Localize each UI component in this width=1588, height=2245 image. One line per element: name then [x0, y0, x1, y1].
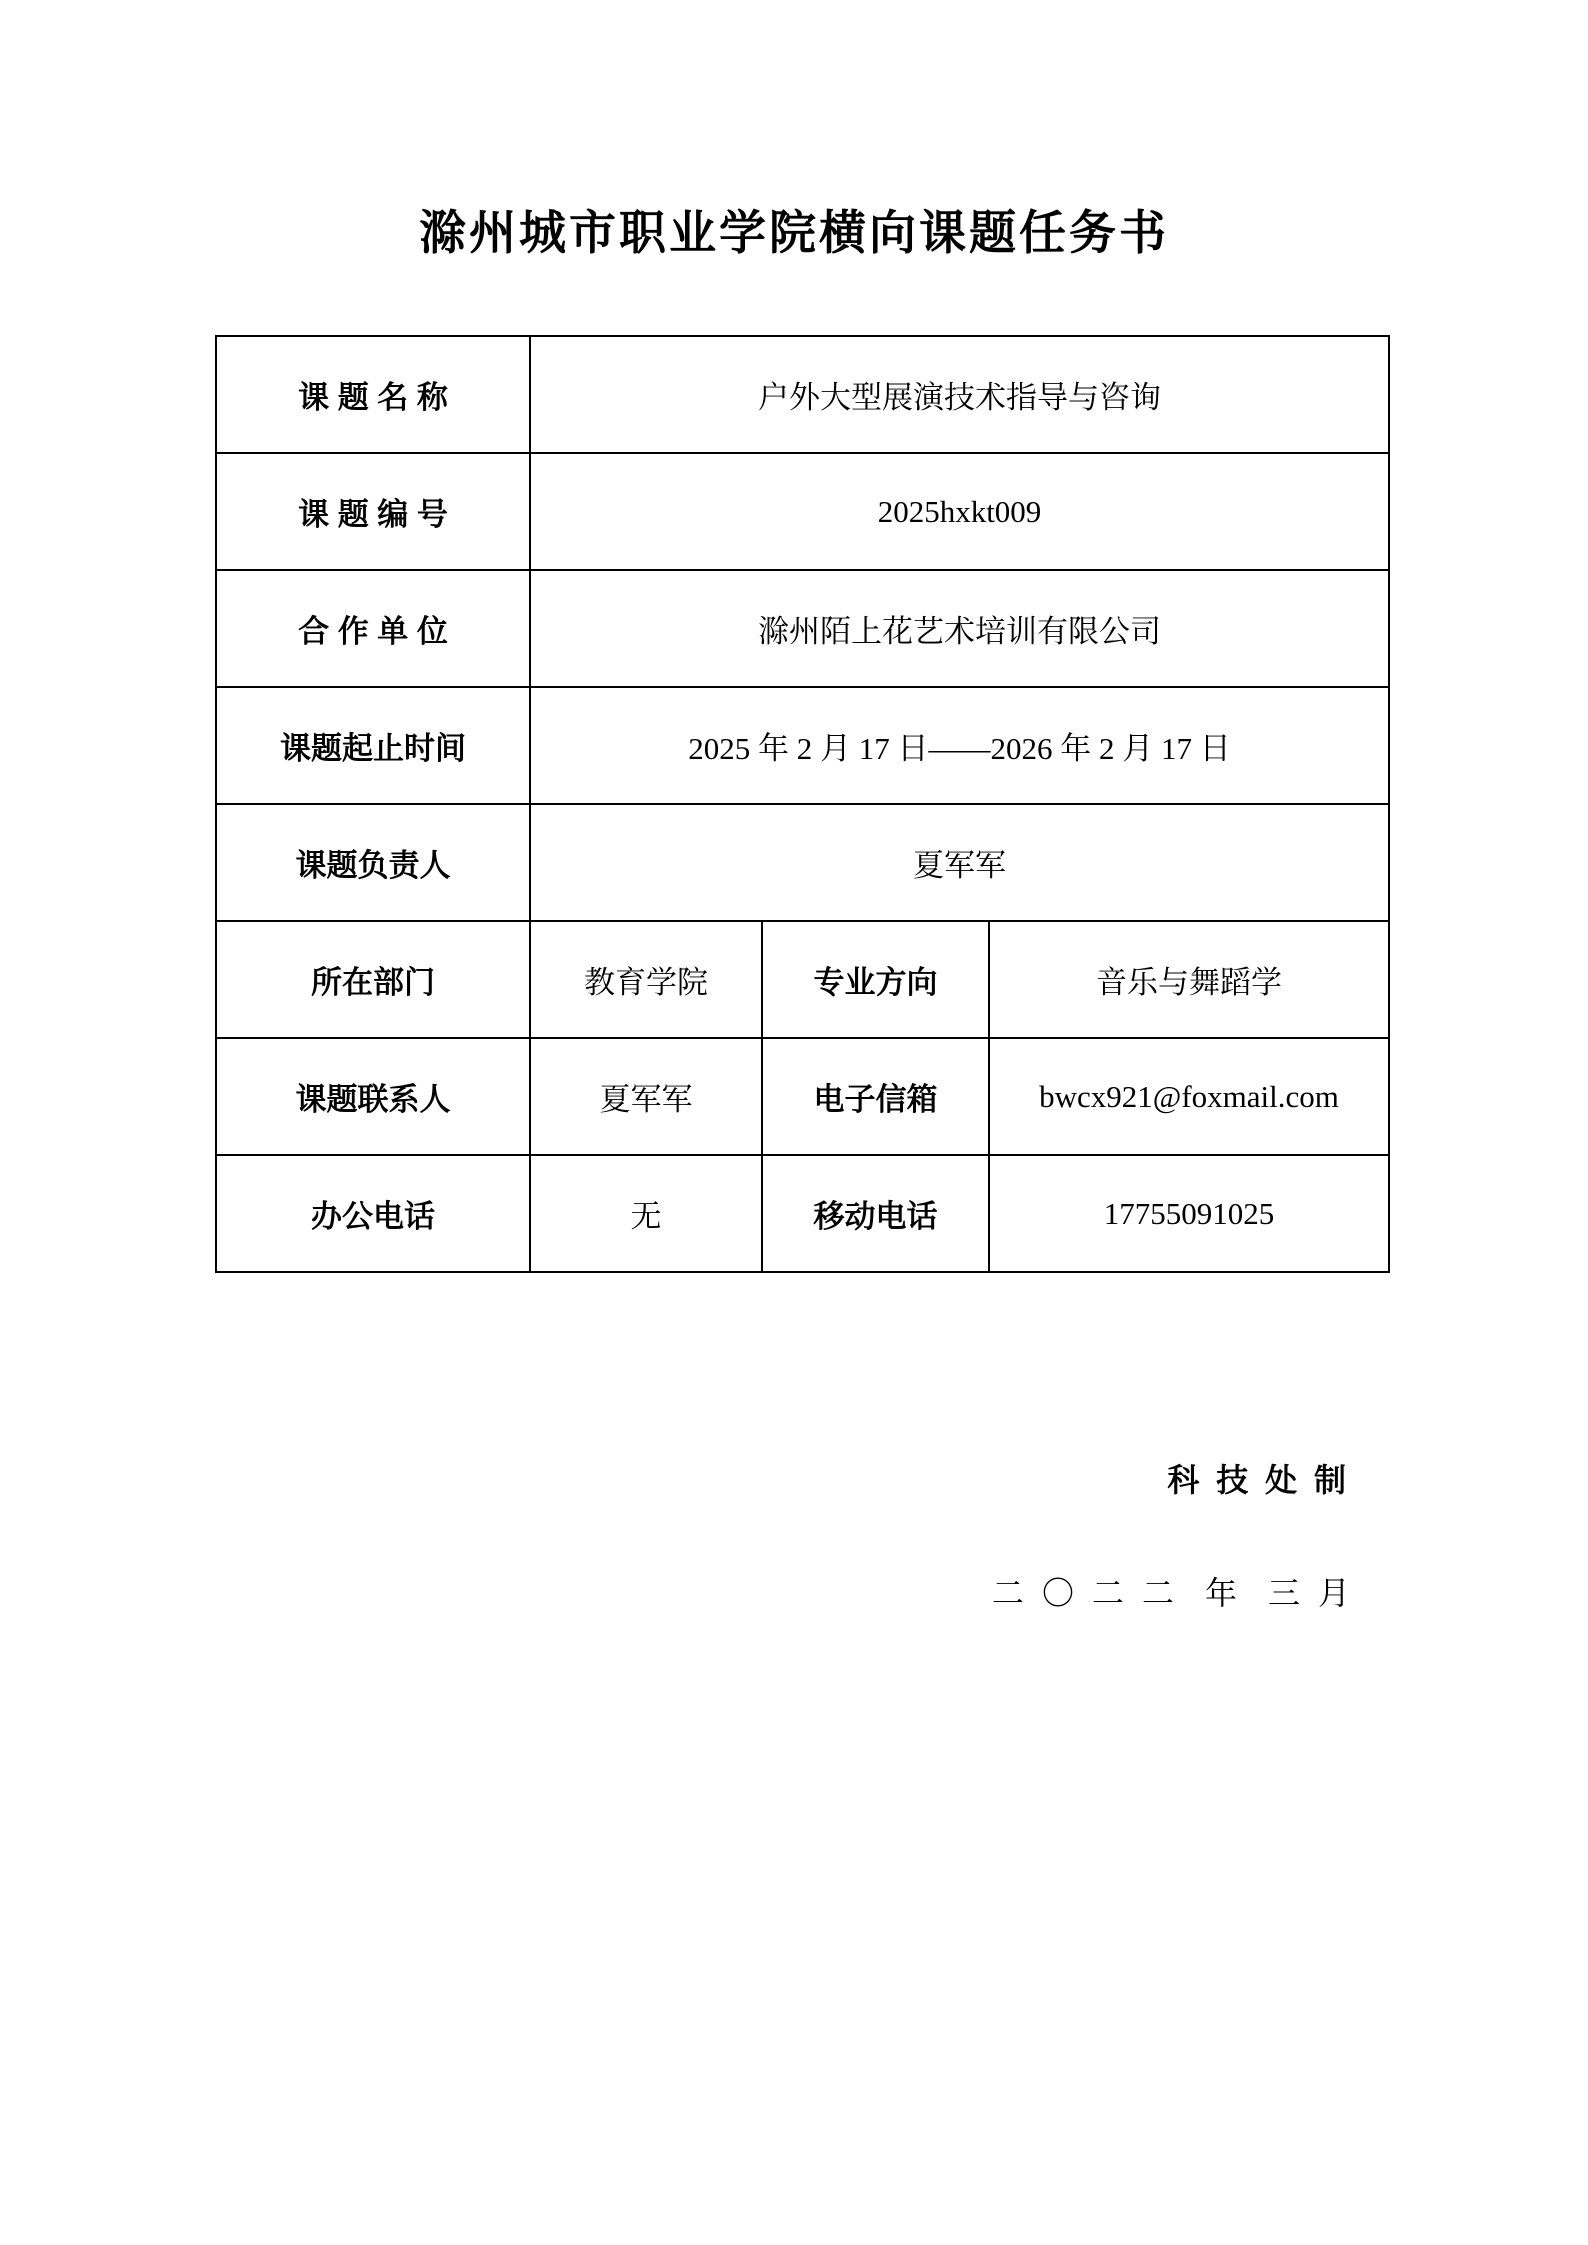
label-mobile-phone: 移动电话	[762, 1155, 989, 1272]
issuer-line: 科 技 处 制	[1167, 1462, 1350, 1498]
label-project-period: 课题起止时间	[216, 687, 530, 804]
label-office-phone: 办公电话	[216, 1155, 530, 1272]
value-project-leader: 夏军军	[530, 804, 1389, 921]
table-row-project-number	[216, 453, 1389, 570]
table-row-project-name	[216, 336, 1389, 453]
label-project-leader: 课题负责人	[216, 804, 530, 921]
table-row-contact-email	[216, 1038, 1389, 1155]
table-row-project-period	[216, 687, 1389, 804]
value-department: 教育学院	[530, 921, 762, 1038]
label-project-number: 课 题 编 号	[216, 453, 530, 570]
value-office-phone: 无	[530, 1155, 762, 1272]
table-row-phones	[216, 1155, 1389, 1272]
label-major-direction: 专业方向	[762, 921, 989, 1038]
document-title: 滁州城市职业学院横向课题任务书	[419, 208, 1169, 260]
project-info-table	[215, 335, 1390, 1273]
table-row-department-major	[216, 921, 1389, 1038]
value-mobile-phone: 17755091025	[989, 1155, 1389, 1272]
value-email: bwcx921@foxmail.com	[989, 1038, 1389, 1155]
value-project-period: 2025 年 2 月 17 日——2026 年 2 月 17 日	[530, 687, 1389, 804]
value-project-name: 户外大型展演技术指导与咨询	[530, 336, 1389, 453]
label-department: 所在部门	[216, 921, 530, 1038]
value-partner-unit: 滁州陌上花艺术培训有限公司	[530, 570, 1389, 687]
label-partner-unit: 合 作 单 位	[216, 570, 530, 687]
value-project-number: 2025hxkt009	[530, 453, 1389, 570]
label-project-contact: 课题联系人	[216, 1038, 530, 1155]
label-email: 电子信箱	[762, 1038, 989, 1155]
date-line: 二 〇 二 二 年 三 月	[991, 1575, 1355, 1611]
table-row-partner-unit	[216, 570, 1389, 687]
value-major-direction: 音乐与舞蹈学	[989, 921, 1389, 1038]
value-project-contact: 夏军军	[530, 1038, 762, 1155]
table-row-project-leader	[216, 804, 1389, 921]
label-project-name: 课 题 名 称	[216, 336, 530, 453]
